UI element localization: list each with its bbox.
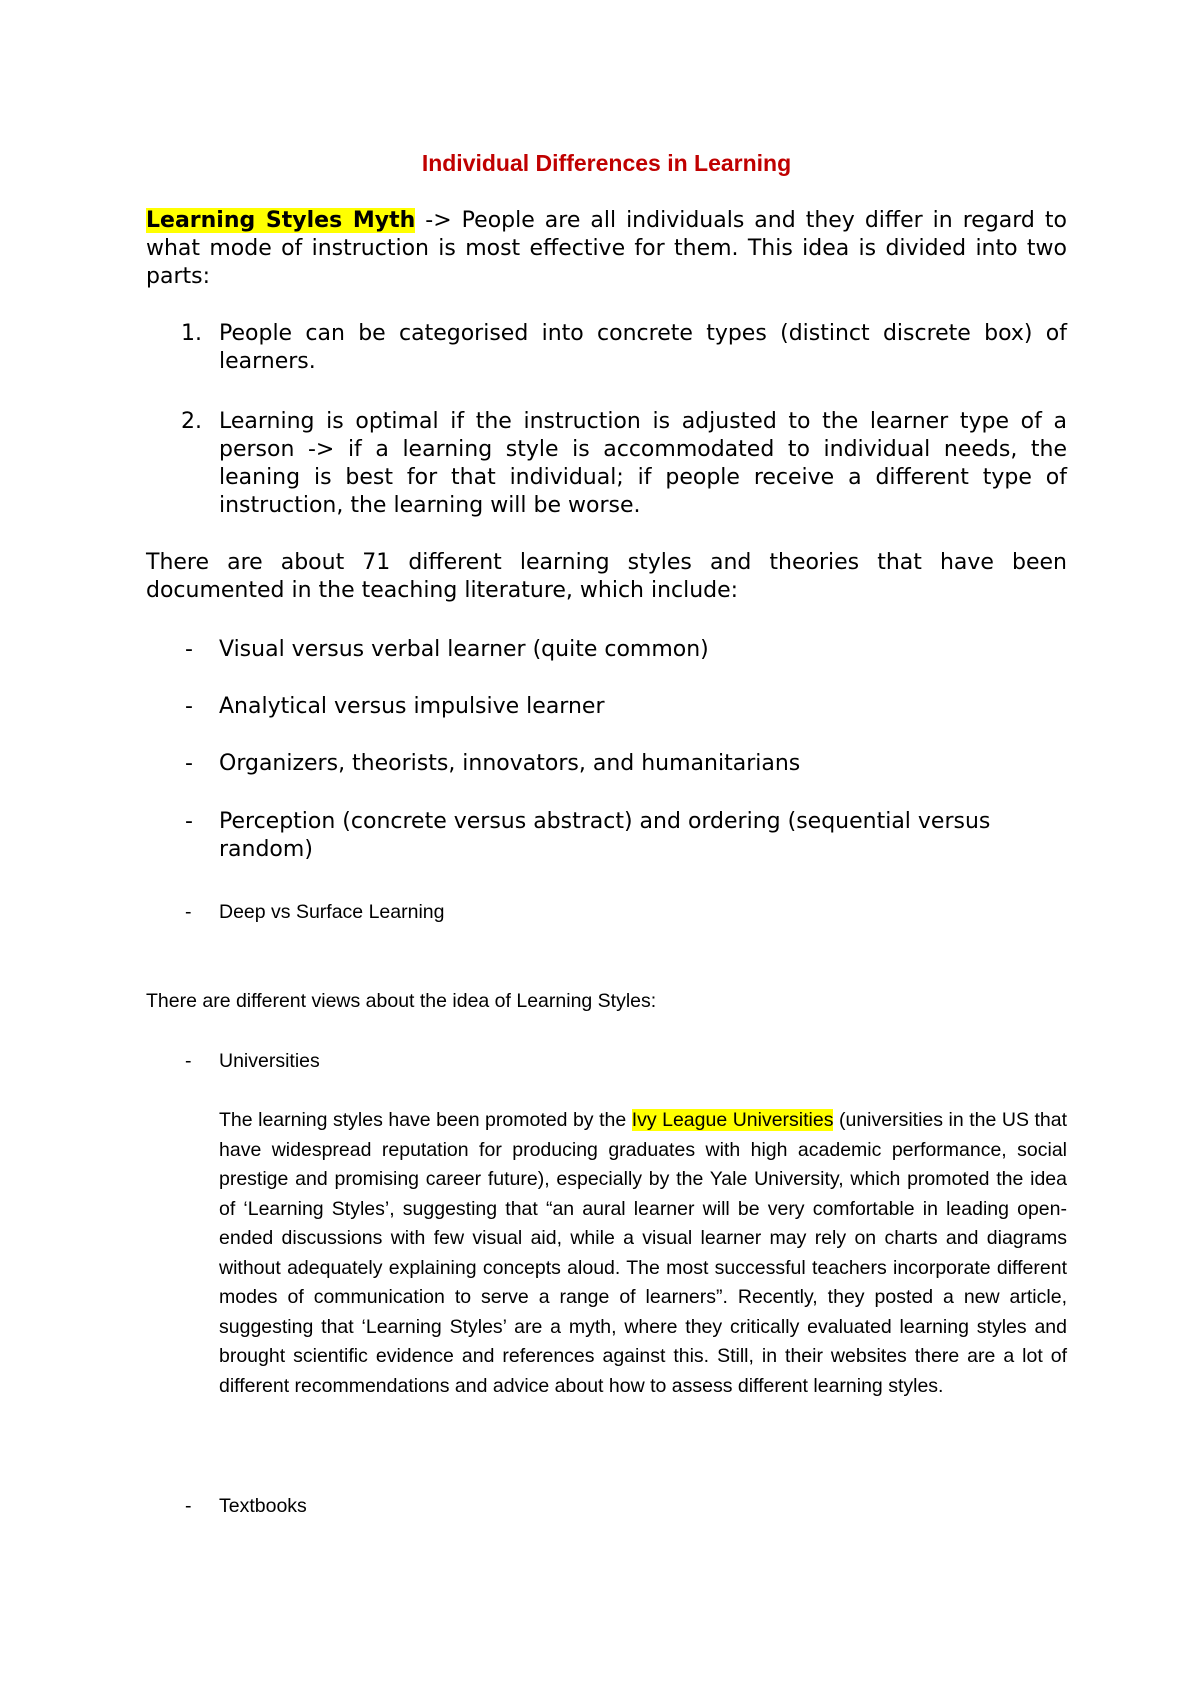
numbered-item — [146, 408, 1067, 520]
dash-bullet: - — [185, 751, 193, 776]
dash-bullet: - — [185, 809, 193, 834]
list-item-text: Visual versus verbal learner (quite common) — [219, 637, 709, 662]
dash-bullet: - — [185, 694, 193, 719]
universities-text-start: The learning styles have been promoted by the — [219, 1109, 632, 1131]
list-item — [146, 636, 1067, 664]
list-item-text: Deep vs Surface Learning — [219, 901, 445, 923]
list-item-text: Textbooks — [219, 1495, 307, 1517]
list-item — [146, 808, 1067, 864]
universities-paragraph — [219, 1106, 1067, 1401]
dash-bullet: - — [185, 1495, 192, 1517]
list-number: 2. — [181, 409, 202, 434]
list-item-text: Analytical versus impulsive learner — [219, 694, 605, 719]
views-intro: There are different views about the idea of Learning Styles: — [146, 990, 657, 1012]
intro-paragraph — [146, 207, 1067, 291]
list-item — [146, 693, 1067, 721]
list-item — [146, 898, 1067, 928]
list-number: 1. — [181, 321, 202, 346]
dash-bullet: - — [185, 1050, 192, 1072]
universities-text-rest: (universities in the US that have widespread reputation for producing graduates with high academic performance, social prestige and promising career future), especially by the Yale University, which promoted the idea of ‘Learning Styles’, suggesting that “an aural learner will be very comfortable in leading open-ended discussions with few visual aid, while a visual learner may rely on charts and diagrams without adequately explaining concepts aloud. The most successful teachers incorporate different modes of communication to serve a range of learners”. Recently, they posted a new article, suggesting that ‘Learning Styles’ are a myth, where they critically evaluated learning styles and brought scientific evidence and references against this. Still, in their websites there are a lot of different recommendations and advice about how to assess different learning styles. — [219, 1109, 1067, 1397]
dash-bullet: - — [185, 901, 192, 923]
list-item-text: Organizers, theorists, innovators, and humanitarians — [219, 751, 801, 776]
list-item — [146, 1047, 1067, 1077]
list-item-text: Perception (concrete versus abstract) and ordering (sequential versus random) — [219, 809, 991, 862]
document-title: Individual Differences in Learning — [421, 150, 792, 176]
numbered-item-text: Learning is optimal if the instruction is adjusted to the learner type of a person -> if a learning style is accommodated to individual needs, the leaning is best for that individual; if people receive a different type of instruction, the learning will be worse. — [219, 409, 1067, 518]
dash-bullet: - — [185, 637, 193, 662]
highlighted-term: Learning Styles Myth — [146, 208, 416, 233]
intro-text: -> People are all individuals and they differ in regard to what mode of instruction is most effective for them. This idea is divided into two parts: — [146, 208, 1067, 289]
numbered-item — [146, 320, 1067, 376]
list-item — [146, 750, 1067, 778]
styles-intro-paragraph: There are about 71 different learning styles and theories that have been documented in the teaching literature, which include: — [146, 550, 1067, 603]
list-item — [146, 1492, 1067, 1522]
highlighted-term: Ivy League Universities — [631, 1109, 834, 1131]
numbered-item-text: People can be categorised into concrete types (distinct discrete box) of learners. — [219, 321, 1067, 374]
list-item-text: Universities — [219, 1050, 320, 1072]
